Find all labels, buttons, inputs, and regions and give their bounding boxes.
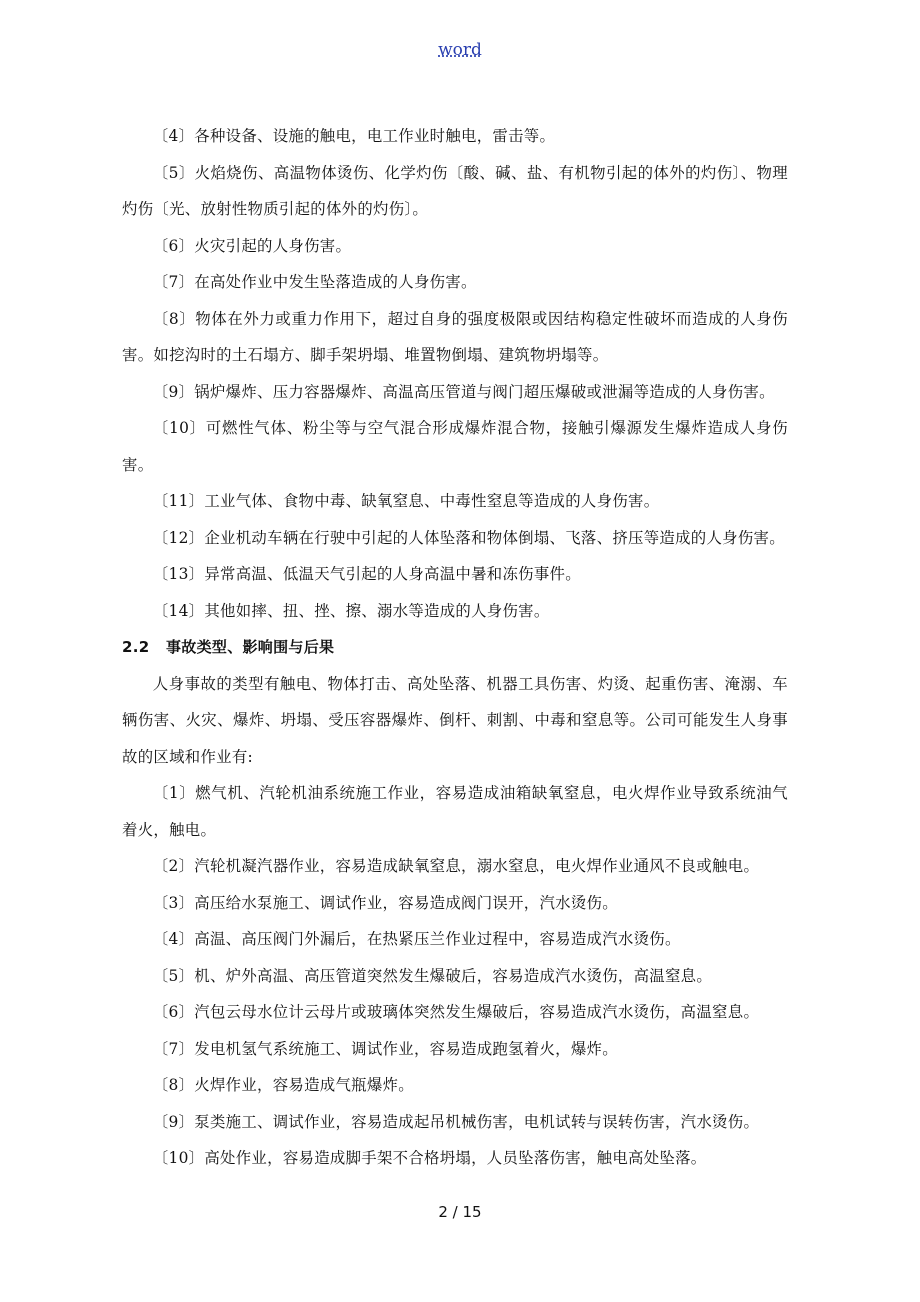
- list-item: 〔4〕高温、高压阀门外漏后，在热紧压兰作业过程中，容易造成汽水烫伤。: [152, 930, 681, 948]
- section-number: 2.2: [122, 638, 150, 656]
- list-item: 〔9〕锅炉爆炸、压力容器爆炸、高温高压管道与阀门超压爆破或泄漏等造成的人身伤害。: [152, 382, 775, 401]
- section-heading: [122, 629, 788, 666]
- list-item: 〔5〕机、炉外高温、高压管道突然发生爆破后，容易造成汽水烫伤，高温窒息。: [152, 966, 713, 985]
- list-item: 〔11〕工业气体、食物中毒、缺氧窒息、中毒性窒息等造成的人身伤害。: [152, 492, 660, 510]
- list-item: 〔1〕燃气机、汽轮机油系统施工作业，容易造成油箱缺氧窒息，电火焊作业导致系统油气着火，触电。: [122, 784, 788, 839]
- list-item: 〔3〕高压给水泵施工、调试作业，容易造成阀门误开，汽水烫伤。: [152, 893, 618, 912]
- list-item: 〔10〕可燃性气体、粉尘等与空气混合形成爆炸混合物，接触引爆源发生爆炸造成人身伤害。: [122, 419, 788, 474]
- list-item: 〔8〕物体在外力或重力作用下，超过自身的强度极限或因结构稳定性破坏而造成的人身伤害。如挖沟时的土石塌方、脚手架坍塌、堆置物倒塌、建筑物坍塌等。: [122, 309, 788, 364]
- section-title: 事故类型、影响围与后果: [166, 638, 335, 656]
- page-number: 2 / 15: [438, 1203, 482, 1221]
- list-item: 〔5〕火焰烧伤、高温物体烫伤、化学灼伤〔酸、碱、盐、有机物引起的体外的灼伤〕、物理灼伤〔光、放射性物质引起的体外的灼伤〕。: [122, 163, 788, 218]
- list-item: 〔9〕泵类施工、调试作业，容易造成起吊机械伤害，电机试转与误转伤害，汽水烫伤。: [152, 1112, 760, 1131]
- list-item: 〔6〕汽包云母水位计云母片或玻璃体突然发生爆破后，容易造成汽水烫伤，高温窒息。: [152, 1003, 760, 1021]
- list-item: 〔12〕企业机动车辆在行驶中引起的人体坠落和物体倒塌、飞落、挤压等造成的人身伤害。: [152, 528, 785, 547]
- header-word-link[interactable]: word: [438, 40, 482, 60]
- list-item: 〔13〕异常高温、低温天气引起的人身高温中暑和冻伤事件。: [152, 565, 581, 583]
- list-item: 〔10〕高处作业，容易造成脚手架不合格坍塌，人员坠落伤害，触电高处坠落。: [152, 1149, 707, 1167]
- list-item: 〔8〕火焊作业，容易造成气瓶爆炸。: [152, 1076, 414, 1094]
- document-body: [122, 118, 788, 1177]
- list-item: 〔4〕各种设备、设施的触电，电工作业时触电，雷击等。: [152, 127, 556, 145]
- list-item: 〔7〕发电机氢气系统施工、调试作业，容易造成跑氢着火，爆炸。: [152, 1039, 618, 1058]
- list-item: 〔6〕火灾引起的人身伤害。: [152, 236, 352, 255]
- list-item: 〔2〕汽轮机凝汽器作业，容易造成缺氧窒息，溺水窒息，电火焊作业通风不良或触电。: [152, 857, 760, 875]
- list-item: 〔14〕其他如摔、扭、挫、擦、溺水等造成的人身伤害。: [152, 601, 550, 620]
- list-item: 〔7〕在高处作业中发生坠落造成的人身伤害。: [152, 273, 477, 291]
- intro-paragraph: 人身事故的类型有触电、物体打击、高处坠落、机器工具伤害、灼烫、起重伤害、淹溺、车辆伤害、火灾、爆炸、坍塌、受压容器爆炸、倒杆、刺割、中毒和窒息等。公司可能发生人身事故的区域和作业有:: [122, 674, 788, 766]
